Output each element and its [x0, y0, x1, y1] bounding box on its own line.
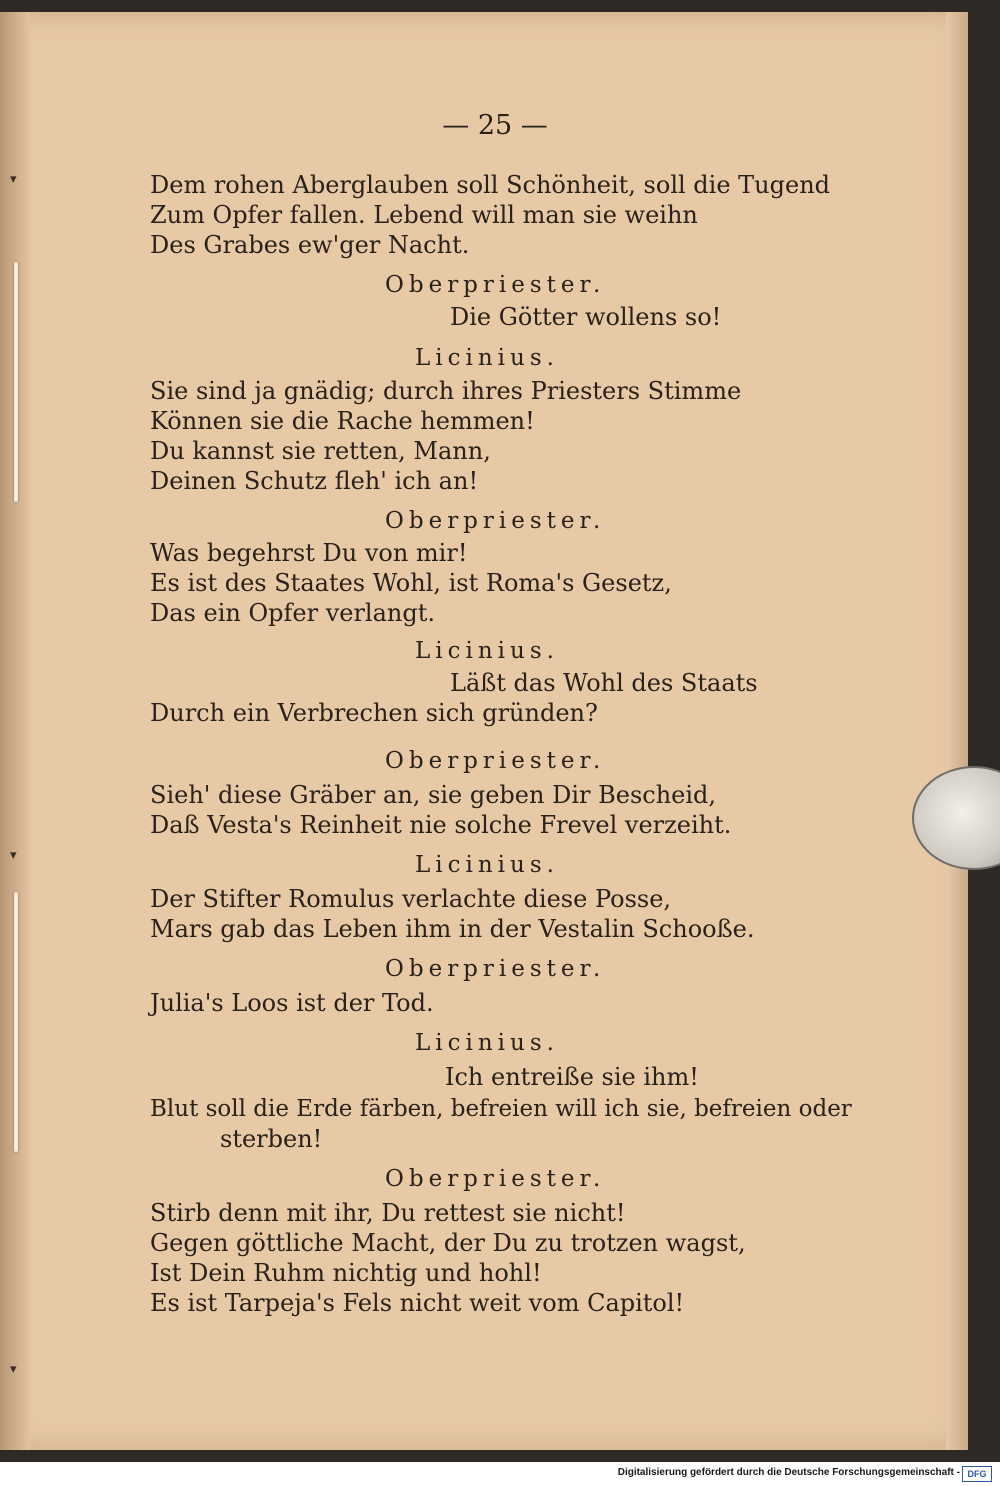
text-line: Können sie die Rache hemmen!: [150, 407, 535, 435]
text-line: sterben!: [220, 1125, 323, 1153]
text-line: Dem rohen Aberglauben soll Schönheit, soll die Tugend: [150, 171, 831, 199]
binding-mark-icon: ▾: [10, 848, 17, 863]
text-line: Es ist Tarpeja's Fels nicht weit vom Capitol!: [150, 1289, 685, 1317]
text-line: Julia's Loos ist der Tod.: [150, 989, 434, 1017]
text-line: Blut soll die Erde färben, befreien will ich sie, befreien oder: [150, 1096, 852, 1122]
footer-credit: Digitalisierung gefördert durch die Deutsche Forschungsgemeinschaft -: [617, 1467, 960, 1478]
speaker-name: Oberpriester.: [385, 1166, 606, 1192]
text-line: Du kannst sie retten, Mann,: [150, 437, 491, 465]
text-line: Sie sind ja gnädig; durch ihres Priesters Stimme: [150, 377, 742, 405]
dfg-logo-icon: DFG: [962, 1466, 992, 1482]
text-line: Was begehrst Du von mir!: [150, 539, 468, 567]
binding-mark-icon: ▾: [10, 172, 17, 187]
text-line: Mars gab das Leben ihm in der Vestalin Schooße.: [150, 915, 755, 943]
text-line: Stirb denn mit ihr, Du rettest sie nicht!: [150, 1199, 626, 1227]
speaker-name: Licinius.: [415, 638, 559, 664]
text-line: Läßt das Wohl des Staats: [450, 669, 758, 697]
text-line: Des Grabes ew'ger Nacht.: [150, 231, 470, 259]
text-line: Gegen göttliche Macht, der Du zu trotzen wagst,: [150, 1229, 746, 1257]
speaker-name: Licinius.: [415, 345, 559, 371]
binding-mark-icon: ▾: [10, 1362, 17, 1377]
page-text: [0, 12, 968, 1450]
text-line: Zum Opfer fallen. Lebend will man sie weihn: [150, 201, 698, 229]
text-line: Daß Vesta's Reinheit nie solche Frevel verzeiht.: [150, 811, 732, 839]
text-line: Durch ein Verbrechen sich gründen?: [150, 699, 598, 727]
text-line: Deinen Schutz fleh' ich an!: [150, 467, 479, 495]
book-page: [0, 12, 968, 1450]
text-line: Ist Dein Ruhm nichtig und hohl!: [150, 1259, 542, 1287]
text-line: Die Götter wollens so!: [450, 303, 722, 331]
speaker-name: Licinius.: [415, 1030, 559, 1056]
text-line: Das ein Opfer verlangt.: [150, 599, 435, 627]
speaker-name: Oberpriester.: [385, 956, 606, 982]
footer-bar: [0, 1462, 1000, 1486]
speaker-name: Oberpriester.: [385, 508, 606, 534]
text-line: Der Stifter Romulus verlachte diese Posse,: [150, 885, 672, 913]
text-line: Sieh' diese Gräber an, sie geben Dir Bescheid,: [150, 781, 717, 809]
speaker-name: Oberpriester.: [385, 272, 606, 298]
speaker-name: Licinius.: [415, 852, 559, 878]
text-line: Es ist des Staates Wohl, ist Roma's Gesetz,: [150, 569, 672, 597]
speaker-name: Oberpriester.: [385, 748, 606, 774]
page-number: — 25 —: [442, 110, 548, 141]
text-line: Ich entreiße sie ihm!: [445, 1063, 699, 1091]
